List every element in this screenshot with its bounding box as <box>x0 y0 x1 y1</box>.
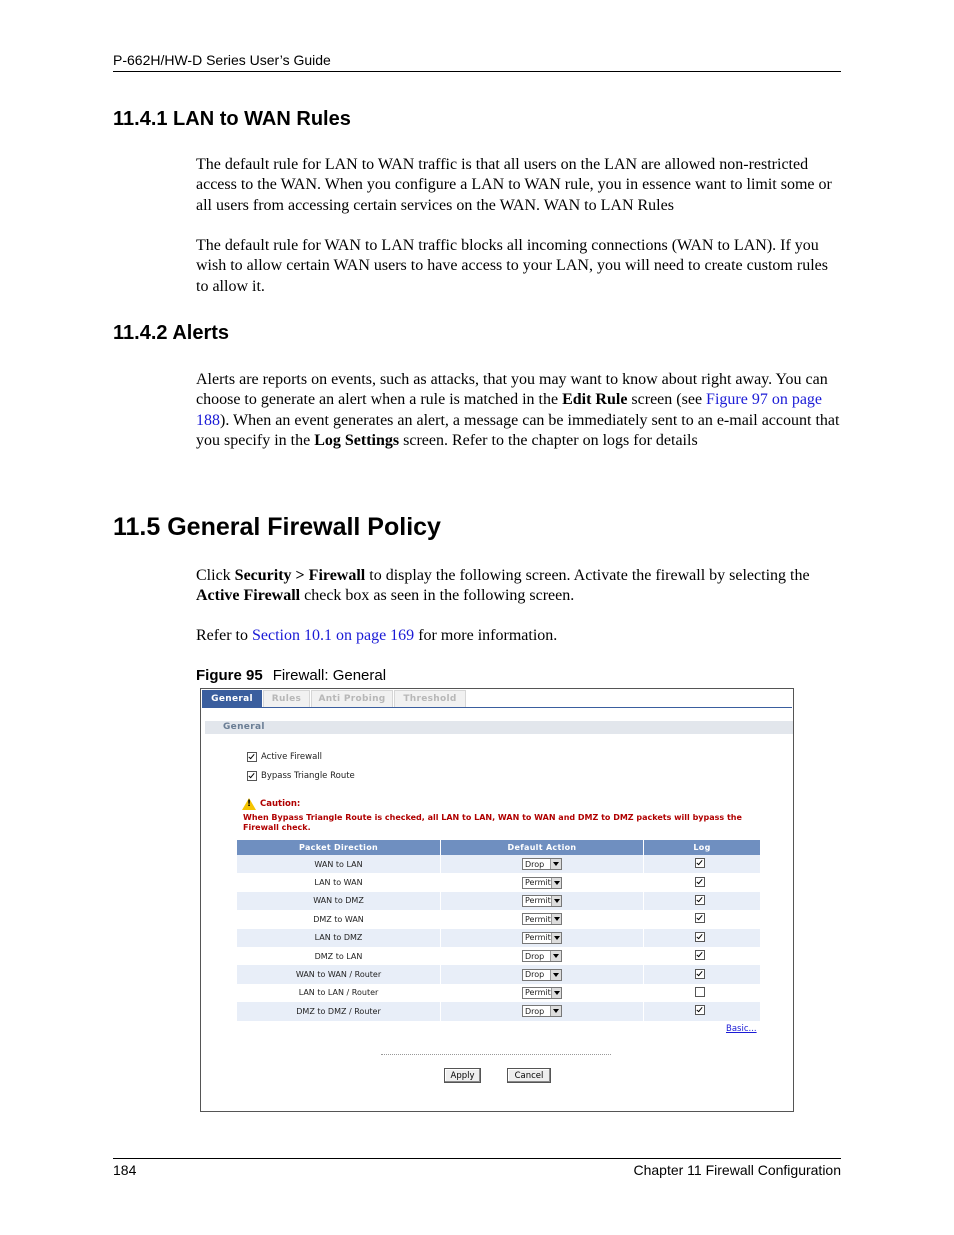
default-action-cell <box>441 929 643 947</box>
tab-rules[interactable]: Rules <box>263 690 310 707</box>
chevron-down-icon <box>551 988 561 998</box>
basic-link[interactable]: Basic... <box>726 1024 757 1034</box>
default-action-value: Permit <box>525 878 551 888</box>
log-checkbox[interactable] <box>695 913 705 923</box>
active-firewall-row <box>247 752 322 762</box>
table-row <box>237 1002 760 1020</box>
section-heading-11-4-1: 11.4.1 LAN to WAN Rules <box>113 108 351 130</box>
default-action-cell <box>441 1002 643 1020</box>
packet-direction-cell: DMZ to WAN <box>313 914 364 924</box>
packet-direction-cell: WAN to LAN <box>237 855 440 873</box>
chevron-down-icon <box>550 859 561 869</box>
figure-caption: Figure 95 Firewall: General <box>196 667 387 684</box>
default-action-value: Permit <box>525 896 551 906</box>
bypass-triangle-checkbox[interactable] <box>247 771 257 781</box>
log-cell <box>644 855 760 873</box>
dotted-divider <box>381 1054 611 1055</box>
packet-direction-cell: DMZ to LAN <box>314 951 363 961</box>
table-row <box>237 910 760 928</box>
section-heading-11-5: 11.5 General Firewall Policy <box>113 513 441 541</box>
log-checkbox[interactable] <box>695 895 705 905</box>
default-action-cell <box>441 892 643 910</box>
default-action-select[interactable] <box>522 877 562 889</box>
column-header-direction: Packet Direction <box>237 840 440 855</box>
header-rule <box>113 71 841 72</box>
packet-direction-cell: LAN to LAN / Router <box>298 988 379 998</box>
cancel-button[interactable]: Cancel <box>507 1068 551 1083</box>
default-action-value: Drop <box>525 951 545 961</box>
default-action-value: Permit <box>525 988 551 998</box>
default-action-cell <box>441 965 643 983</box>
log-checkbox[interactable] <box>695 858 705 868</box>
figure-97-link[interactable]: Figure 97 on page 188 <box>196 391 823 429</box>
table-row <box>237 873 760 891</box>
default-action-select[interactable] <box>522 895 562 907</box>
default-action-cell <box>441 910 643 928</box>
section-10-1-link[interactable]: Section 10.1 on page 169 <box>251 627 415 644</box>
default-action-select[interactable] <box>522 858 562 870</box>
chevron-down-icon <box>551 878 561 888</box>
default-action-value: Drop <box>525 859 545 869</box>
paragraph-refer-to: Refer to Section 10.1 on page 169 for more information. <box>196 627 558 644</box>
table-row <box>237 965 760 983</box>
tab-anti-probing[interactable]: Anti Probing <box>311 690 393 707</box>
log-checkbox[interactable] <box>695 877 705 887</box>
table-row <box>237 929 760 947</box>
chevron-down-icon <box>550 1006 561 1016</box>
active-firewall-checkbox[interactable] <box>247 752 257 762</box>
chevron-down-icon <box>551 914 561 924</box>
packet-direction-cell: DMZ to DMZ / Router <box>237 1002 440 1020</box>
log-checkbox[interactable] <box>695 950 705 960</box>
paragraph-alerts: Alerts are reports on events, such as attacks, that you may want to know about right away. You can choose to generate an alert when a rule is matched in the Edit Rule screen (see Figure 97 on page 188). When an event generates an alert, a message can be immediately sent to an e-mail account that you specify in the Log Settings screen. Refer to the chapter on logs for details <box>196 371 840 449</box>
log-cell <box>644 873 760 891</box>
chevron-down-icon <box>551 896 561 906</box>
default-action-select[interactable] <box>522 1005 562 1017</box>
chevron-down-icon <box>550 970 561 980</box>
packet-direction-cell: LAN to DMZ <box>237 929 440 947</box>
section-heading-11-4-2: 11.4.2 Alerts <box>113 322 230 344</box>
running-header: P-662H/HW-D Series User’s Guide <box>113 52 331 68</box>
tab-general[interactable]: General <box>202 690 262 707</box>
paragraph-lan-to-wan: The default rule for LAN to WAN traffic is that all users on the LAN are allowed non-restricted access to the WAN. When you configure a LAN to WAN rule, you in essence want to limit some or all users from accessing certain services on the WAN. WAN to LAN Rules <box>196 156 832 214</box>
log-cell <box>644 892 760 910</box>
log-checkbox[interactable] <box>695 987 705 997</box>
column-header-action: Default Action <box>441 840 643 855</box>
log-cell <box>644 1002 760 1020</box>
log-cell <box>644 965 760 983</box>
tab-bar <box>202 690 467 707</box>
table-row <box>237 855 760 873</box>
table-row <box>237 892 760 910</box>
table-row <box>237 984 760 1002</box>
paragraph-wan-to-lan: The default rule for WAN to LAN traffic blocks all incoming connections (WAN to LAN). If you wish to allow certain WAN users to have access to your LAN, you will need to create custom rules to allow it. <box>196 237 828 295</box>
default-action-value: Permit <box>525 933 551 943</box>
tab-threshold[interactable]: Threshold <box>394 690 466 707</box>
firewall-policy-table <box>236 840 761 1021</box>
section-title-bar: General <box>205 721 793 734</box>
packet-direction-cell: LAN to WAN <box>314 878 363 888</box>
footer-rule <box>113 1158 841 1159</box>
default-action-select[interactable] <box>522 987 562 999</box>
chevron-down-icon <box>550 951 561 961</box>
log-checkbox[interactable] <box>695 969 705 979</box>
warning-icon <box>242 798 256 810</box>
caution-title: Caution: <box>260 799 301 809</box>
table-row <box>237 947 760 965</box>
chevron-down-icon <box>551 933 561 943</box>
default-action-select[interactable] <box>522 950 562 962</box>
bypass-triangle-label: Bypass Triangle Route <box>261 771 355 781</box>
packet-direction-cell: WAN to WAN / Router <box>237 965 440 983</box>
default-action-value: Drop <box>525 970 545 980</box>
caution-text: When Bypass Triangle Route is checked, all LAN to LAN, WAN to WAN and DMZ to DMZ packets will bypass the Firewall check. <box>243 813 742 832</box>
caution-header <box>242 798 300 810</box>
log-cell <box>644 910 760 928</box>
default-action-cell <box>441 873 643 891</box>
log-cell <box>644 947 760 965</box>
log-cell <box>644 929 760 947</box>
log-checkbox[interactable] <box>695 932 705 942</box>
default-action-value: Permit <box>525 914 551 924</box>
default-action-select[interactable] <box>522 913 562 925</box>
default-action-cell <box>441 855 643 873</box>
default-action-value: Drop <box>525 1006 545 1016</box>
default-action-cell <box>441 984 643 1002</box>
paragraph-click-security: Click Security > Firewall to display the following screen. Activate the firewall by selecting the Active Firewall check box as seen in the following screen. <box>196 567 810 605</box>
bypass-triangle-row <box>247 771 355 781</box>
packet-direction-cell: WAN to DMZ <box>237 892 440 910</box>
column-header-log: Log <box>644 840 760 855</box>
firewall-general-screenshot <box>200 688 794 1112</box>
tab-underline <box>202 707 792 708</box>
log-checkbox[interactable] <box>695 1005 705 1015</box>
default-action-select[interactable] <box>522 932 562 944</box>
log-cell <box>644 984 760 1002</box>
page-number: 184 <box>113 1162 137 1178</box>
default-action-select[interactable] <box>522 969 562 981</box>
active-firewall-label: Active Firewall <box>261 752 323 762</box>
default-action-cell <box>441 947 643 965</box>
apply-button[interactable]: Apply <box>444 1068 481 1083</box>
chapter-title: Chapter 11 Firewall Configuration <box>633 1162 841 1178</box>
